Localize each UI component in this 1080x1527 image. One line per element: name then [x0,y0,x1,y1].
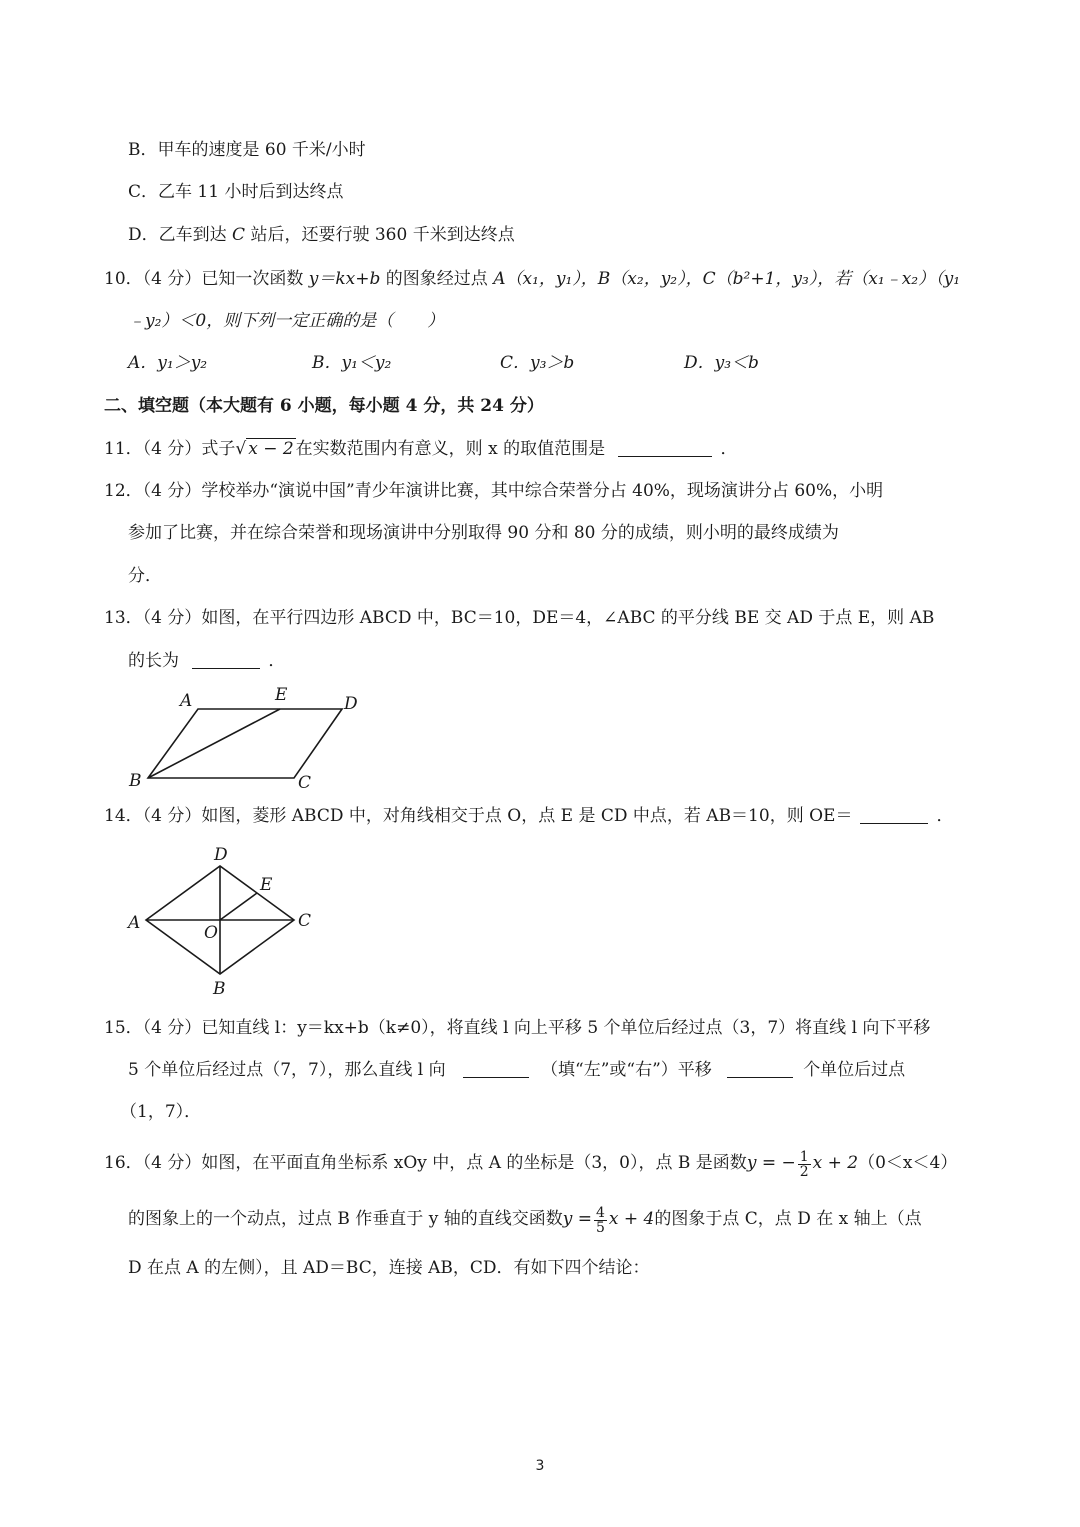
q11-answer-blank[interactable] [618,438,712,457]
q10-points: A（x₁，y₁），B（x₂，y₂），C（b²+1，y₃），若（x₁﹣x₂）（y₁ [493,269,961,289]
segment-be [148,709,280,778]
q10-option-a: A．y₁＞y₂ [128,353,208,373]
label-c: C [298,911,312,931]
segment-oe [220,893,257,920]
q13-end: ． [268,651,286,671]
q9-option-d-var: C [232,225,246,245]
q13-answer-blank[interactable] [192,650,260,669]
q16-line2-pre: 的图象上的一个动点，过点 B 作垂直于 y 轴的直线交函数 [128,1209,563,1229]
page-number: 3 [535,1458,545,1474]
section-2-heading: 二、填空题（本大题有 6 小题，每小题 4 分，共 24 分） [104,396,544,416]
label-a: A [180,691,193,711]
q16-func2-fraction [594,1206,607,1235]
q9-option-d-pre: D．乙车到达 [128,225,233,245]
q13-line1: 13．（4 分）如图，在平行四边形 ABCD 中，BC＝10，DE＝4，∠ABC 的平分线 BE 交 AD 于点 E，则 AB [104,608,935,628]
q16-line2-post: 的图象于点 C，点 D 在 x 轴上（点 [654,1209,922,1229]
q14-line1-text: 14．（4 分）如图，菱形 ABCD 中，对角线相交于点 O，点 E 是 CD 中点，若 AB＝10，则 OE＝ [104,806,853,826]
q14-rhombus-figure [120,840,330,1000]
q12-line2: 参加了比赛，并在综合荣誉和现场演讲中分别取得 90 分和 80 分的成绩，则小明的最终成绩为 [128,523,839,543]
q10-func: y＝kx+b [308,269,381,289]
q11-radicand: x − 2 [248,439,294,459]
q10-option-b: B．y₁＜y₂ [312,353,392,373]
label-d: D [344,694,358,714]
q11-line: 11．（4 分）式子√ x − 2 在实数范围内有意义，则 x 的取值范围是 ． [104,439,738,459]
q16-line2 [128,1206,922,1235]
q16-func1-rhs: x + 2 [812,1153,859,1173]
q10-intro: 10．（4 分）已知一次函数 [104,269,309,289]
q15-line2-part-a: 5 个单位后经过点（7，7），那么直线 l 向 [128,1060,446,1080]
q10-option-c: C．y₃＞b [500,353,575,373]
parallelogram-abcd [148,709,342,778]
q16-func1-lhs: y = − [746,1153,796,1173]
q14-answer-blank[interactable] [860,805,928,824]
q15-line2-part-b: （填“左”或“右”）平移 [541,1060,712,1080]
q10-line1 [104,267,960,291]
label-e: E [275,685,288,705]
q10-option-d: D．y₃＜b [684,353,759,373]
label-o: O [204,923,218,943]
label-a: A [128,913,141,933]
q11-pre: 11．（4 分）式子 [104,439,236,459]
label-c: C [298,773,312,792]
q15-line1: 15．（4 分）已知直线 l：y＝kx+b（k≠0），将直线 l 向上平移 5 个单位后经过点（3，7）将直线 l 向下平移 [104,1018,931,1038]
label-d: D [214,845,228,865]
label-b: B [213,979,226,999]
q16-line1 [104,1150,957,1179]
label-e: E [260,875,273,895]
q11-end: ． [720,439,738,459]
q16-func1-denominator: 2 [799,1164,809,1180]
q9-option-b: B．甲车的速度是 60 千米/小时 [128,140,366,160]
q9-option-d-post: 站后，还要行驶 360 千米到达终点 [245,225,515,245]
q10-line2: ﹣y₂）＜0，则下列一定正确的是（ ） [128,311,445,331]
q13-parallelogram-figure [120,682,380,792]
q9-option-c: C．乙车 11 小时后到达终点 [128,182,344,202]
q11-post: 在实数范围内有意义，则 x 的取值范围是 [295,439,606,459]
q15-line3: （1，7）． [120,1102,202,1122]
q16-line3: D 在点 A 的左侧），且 AD＝BC，连接 AB，CD．有如下四个结论： [128,1258,650,1278]
q9-option-d [128,223,515,247]
q13-line2 [128,649,285,673]
q16-func1-domain: （0＜x＜4） [858,1153,958,1173]
q13-line2-text: 的长为 [128,651,179,671]
q14-line1 [104,804,953,828]
q16-pre: 16．（4 分）如图，在平面直角坐标系 xOy 中，点 A 的坐标是（3，0），点 B 是函数 [104,1153,747,1173]
q15-direction-blank[interactable] [463,1059,529,1078]
q16-func1-fraction [798,1150,811,1179]
q16-func2-lhs: y = [562,1209,592,1229]
q12-line1: 12．（4 分）学校举办“演说中国”青少年演讲比赛，其中综合荣誉分占 40%，现场演讲分占 60%，小明 [104,481,884,501]
q16-func2-numerator: 4 [595,1205,605,1221]
q15-units-blank[interactable] [727,1059,793,1078]
label-b: B [129,771,142,791]
q15-line2-part-c: 个单位后过点 [803,1060,906,1080]
q15-line2 [128,1058,905,1082]
q16-func1-numerator: 1 [799,1149,809,1165]
q14-end: ． [936,806,954,826]
q16-func2-rhs: x + 4 [608,1209,655,1229]
q12-line3: 分． [128,566,162,586]
q16-func2-denominator: 5 [595,1220,605,1236]
q10-mid: 的图象经过点 [380,269,494,289]
